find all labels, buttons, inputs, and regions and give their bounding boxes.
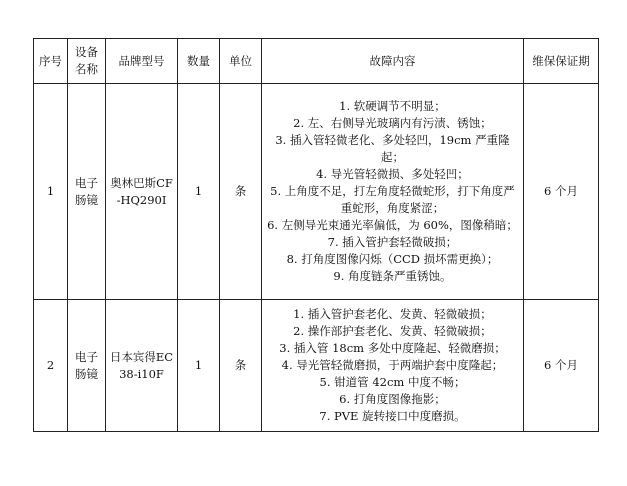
fault-item: 9. 角度链条严重锈蚀。	[333, 269, 452, 283]
fault-item: 2. 操作部护套老化、发黄、轻微破损；	[293, 324, 492, 338]
fault-item: 1. 插入管护套老化、发黄、轻微破损；	[293, 307, 492, 321]
table-row	[34, 300, 599, 432]
row-index: 1	[34, 84, 68, 300]
row-faults	[262, 84, 524, 300]
fault-item: 1. 软硬调节不明显；	[339, 99, 446, 113]
header-fault: 故障内容	[262, 39, 524, 84]
fault-item: 8. 打角度图像闪烁（CCD 损坏需更换）；	[286, 252, 499, 266]
fault-item: 2. 左、右侧导光玻璃内有污渍、锈蚀；	[293, 116, 492, 130]
table-row	[34, 84, 599, 300]
header-unit: 单位	[220, 39, 262, 84]
fault-item: 7. PVE 旋转接口中度磨损。	[319, 409, 466, 423]
fault-item: 7. 插入管护套轻微破损；	[327, 235, 458, 249]
row-index: 2	[34, 300, 68, 432]
row-unit: 条	[220, 300, 262, 432]
fault-item: 4. 导光管轻微损、多处轻凹；	[316, 167, 469, 181]
fault-item: 6. 打角度图像拖影；	[339, 392, 446, 406]
fault-item: 5. 上角度不足，打左角度轻微蛇形，打下角度严重蛇形，角度紧涩；	[270, 184, 515, 215]
fault-item: 5. 钳道管 42cm 中度不畅；	[319, 375, 466, 389]
row-device: 电子肠镜	[68, 84, 106, 300]
row-model: 奥林巴斯CF-HQ290Ⅰ	[106, 84, 178, 300]
fault-item: 3. 插入管 18cm 多处中度隆起、轻微磨损；	[279, 341, 506, 355]
header-index: 序号	[34, 39, 68, 84]
row-device: 电子肠镜	[68, 300, 106, 432]
row-warranty: 6 个月	[524, 84, 599, 300]
header-row	[34, 39, 599, 84]
row-unit: 条	[220, 84, 262, 300]
header-device: 设备名称	[68, 39, 106, 84]
header-warranty: 维保保证期	[524, 39, 599, 84]
fault-item: 3. 插入管轻微老化、多处轻凹，19cm 严重隆起；	[275, 133, 510, 164]
fault-item: 6. 左侧导光束通光率偏低，为 60%，图像稍暗；	[267, 218, 518, 232]
row-faults	[262, 300, 524, 432]
row-qty: 1	[178, 84, 220, 300]
row-model: 日本宾得EC38-i10F	[106, 300, 178, 432]
row-warranty: 6 个月	[524, 300, 599, 432]
row-qty: 1	[178, 300, 220, 432]
header-qty: 数量	[178, 39, 220, 84]
header-model: 品牌型号	[106, 39, 178, 84]
fault-item: 4. 导光管轻微磨损，于两端护套中度隆起；	[281, 358, 504, 372]
repair-table	[33, 38, 599, 432]
